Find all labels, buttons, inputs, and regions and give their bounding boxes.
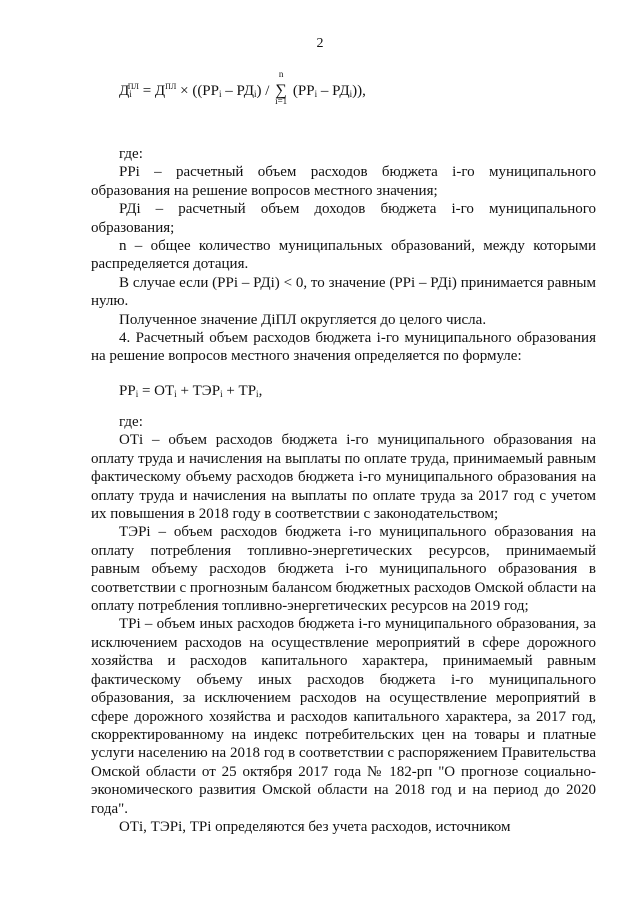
paragraph-ter-definition: ТЭРi – объем расходов бюджета i-го муниципального образования на оплату потребления топливно-энергетических ресурсов, принимаемый равным объему расходов бюджета i-го муниципального образования в соответствии с прогнозным балансом бюджетных расходов Омской области на оплату потребления топливно-энергетических ресурсов на 2019 год; xyxy=(91,524,596,615)
formula-expenses: $РР_i = ОТ_i + ТЭР_i + ТР_i$, xyxy=(119,383,263,399)
page-number: 2 xyxy=(316,36,324,51)
sum-sign: n ∑ i=1 xyxy=(275,69,288,106)
paragraph-where: где: xyxy=(119,414,143,430)
paragraph-rounding: Полученное значение ДiПЛ округляется до целого числа. xyxy=(119,311,487,328)
paragraph-item-4: 4. Расчетный объем расходов бюджета i-го муниципального образования на решение вопросов местного значения определяется по формуле: xyxy=(91,330,596,365)
paragraph-rd-definition: РДi – расчетный объем доходов бюджета i-го муниципального образования; xyxy=(91,201,596,236)
paragraph-ot-definition: ОТi – объем расходов бюджета i-го муниципального образования на оплату труда и начисления на выплаты по оплате труда, принимаемый равным фактическому объему расходов бюджета i-го муниципального образования на оплату труда и начисления на выплаты по оплате труда за 2017 год с учетом их повышения в 2018 году в соответствии с законодательством; xyxy=(91,432,596,523)
text-block-1 xyxy=(91,145,596,366)
paragraph-n-definition: n – общее количество муниципальных образований, между которыми распределяется дотация. xyxy=(91,238,596,273)
text-block-2 xyxy=(91,413,596,836)
paragraph-negative-case: В случае если (РРi – РДi) < 0, то значение (РРi – РДi) принимается равным нулю. xyxy=(91,274,596,310)
formula-subsidy: $Д_i^{ПЛ} = Д^{ПЛ} \times ((РР_i - РД_i)$ / n ∑ i=1 $(РР_i - РД_i)$), xyxy=(119,69,366,106)
paragraph-exclusions: ОТi, ТЭРi, ТРi определяются без учета расходов, источником xyxy=(119,818,511,835)
paragraph-rr-definition: РРi – расчетный объем расходов бюджета i-го муниципального образования на решение вопросов местного значения; xyxy=(91,164,596,199)
paragraph-where: где: xyxy=(119,146,143,162)
paragraph-tr-definition: ТРi – объем иных расходов бюджета i-го муниципального образования, за исключением расходов на осуществление мероприятий в сфере дорожного хозяйства и расходов капитального характера, принимаемый равным фактическому объему иных расходов бюджета i-го муниципального образования, за исключением расходов на осуществление мероприятий в сфере дорожного хозяйства и расходов капитального характера, за 2017 год, скорректированному на индекс потребительских цен на товары и платные услуги населению на 2018 год в соответствии с распоряжением Правительства Омской области от 25 октября 2017 года № 182-рп "О прогнозе социально-экономического развития Омской области на 2018 год и на период до 2020 года". xyxy=(91,616,596,817)
